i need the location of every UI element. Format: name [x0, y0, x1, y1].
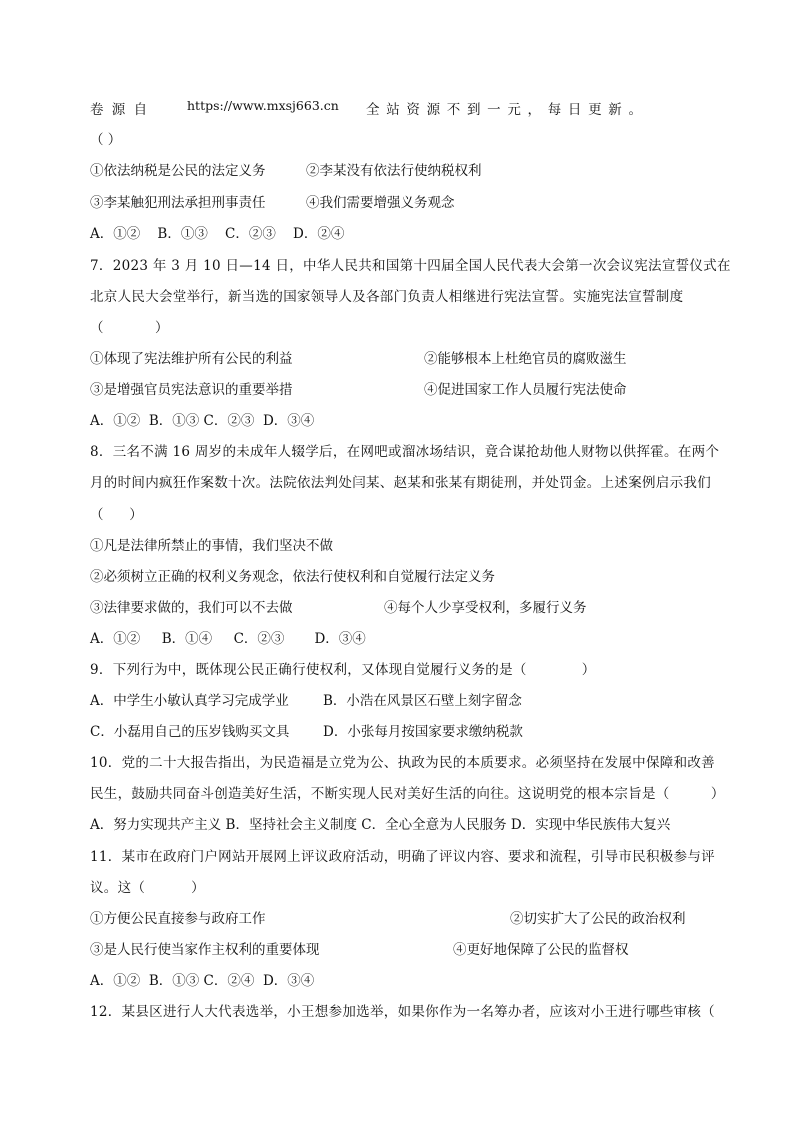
source-label: 卷 源 自	[90, 102, 150, 118]
q8-option-1: ①凡是法律所禁止的事情，我们坚决不做	[90, 538, 333, 554]
q6-option-2: ②李某没有依法行使纳税权利	[306, 163, 482, 179]
q6-choices: A．①② B．①③ C．②③ D．②④	[90, 226, 345, 242]
q7-stem-line-2: 北京人民大会堂举行，新当选的国家领导人及各部门负责人相继进行宪法宣誓。实施宪法宣誓制度	[90, 289, 684, 305]
q11-option-4: ④更好地保障了公民的监督权	[453, 942, 629, 958]
q8-stem-line-1: 8．三名不满 16 周岁的未成年人辍学后，在网吧或溜冰场结识，竟合谋抢劫他人财物以供挥霍。在两个	[90, 444, 720, 460]
q9-option-c: C．小磊用自己的压岁钱购买文具	[90, 724, 290, 740]
q7-choices: A．①② B．①③ C．②③ D．③④	[90, 413, 315, 429]
q7-option-4: ④促进国家工作人员履行宪法使命	[424, 382, 627, 398]
q6-option-3: ③李某触犯刑法承担刑事责任	[90, 195, 266, 211]
source-url-link[interactable]: https://www.mxsj663.cn	[187, 98, 339, 113]
source-tagline: 全 站 资 源 不 到 一 元 ， 每 日 更 新 。	[366, 102, 644, 118]
q7-option-2: ②能够根本上杜绝官员的腐败滋生	[424, 351, 627, 367]
q8-option-3: ③法律要求做的，我们可以不去做	[90, 600, 293, 616]
q11-stem-line-2: 议。这（ ）	[90, 880, 205, 896]
q12-stem-line-1: 12．某县区进行人大代表选举，小王想参加选举，如果你作为一名筹办者，应该对小王进行哪些审核（	[90, 1004, 715, 1020]
q11-stem-line-1: 11．某市在政府门户网站开展网上评议政府活动，明确了评议内容、要求和流程，引导市民积极参与评	[90, 849, 715, 865]
q10-choices: A．努力实现共产主义 B．坚持社会主义制度 C．全心全意为人民服务 D．实现中华民族伟大复兴	[90, 817, 671, 833]
q10-stem-line-1: 10．党的二十大报告指出，为民造福是立党为公、执政为民的本质要求。必须坚持在发展中保障和改善	[90, 755, 715, 771]
q7-stem-line-1: 7．2023 年 3 月 10 日—14 日，中华人民共和国第十四届全国人民代表大会第一次会议宪法宣誓仪式在	[90, 258, 731, 274]
q8-option-4: ④每个人少享受权利，多履行义务	[384, 600, 587, 616]
q9-option-b: B．小浩在风景区石壁上刻字留念	[323, 693, 522, 709]
q9-option-a: A．中学生小敏认真学习完成学业	[90, 693, 289, 709]
q11-choices: A．①② B．①③ C．②④ D．③④	[90, 973, 315, 989]
q9-option-d: D．小张每月按国家要求缴纳税款	[323, 724, 523, 740]
q8-choices: A．①② B．①④ C．②③ D．③④	[90, 631, 366, 647]
q8-stem-line-2: 月的时间内疯狂作案数十次。法院依法判处闫某、赵某和张某有期徒刑，并处罚金。上述案例启示我们	[90, 475, 711, 491]
q7-option-3: ③是增强官员宪法意识的重要举措	[90, 382, 293, 398]
q8-option-2: ②必须树立正确的权利义务观念，依法行使权利和自觉履行法定义务	[90, 569, 495, 585]
q11-option-2: ②切实扩大了公民的政治权利	[510, 911, 686, 927]
q7-option-1: ①体现了宪法维护所有公民的利益	[90, 351, 293, 367]
q10-stem-line-2: 民生，鼓励共同奋斗创造美好生活，不断实现人民对美好生活的向往。这说明党的根本宗旨是（ ）	[90, 786, 725, 802]
q11-option-3: ③是人民行使当家作主权利的重要体现	[90, 942, 320, 958]
q6-option-1: ①依法纳税是公民的法定义务	[90, 163, 266, 179]
q8-answer-blank: （ ）	[90, 507, 143, 523]
source-header	[90, 98, 730, 118]
q6-option-4: ④我们需要增强义务观念	[306, 195, 455, 211]
q9-stem: 9．下列行为中，既体现公民正确行使权利，又体现自觉履行义务的是（ ）	[90, 662, 596, 678]
q6-answer-blank: （ ）	[90, 132, 122, 148]
q11-option-1: ①方便公民直接参与政府工作	[90, 911, 266, 927]
q7-answer-blank: （ ）	[90, 320, 169, 336]
